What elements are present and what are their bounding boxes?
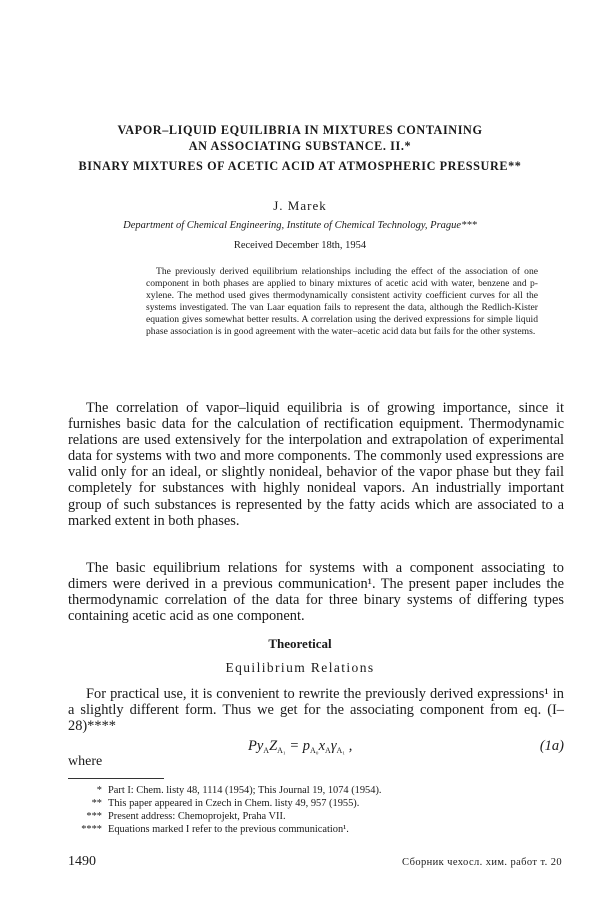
- body-paragraph-2: The basic equilibrium relations for systems with a component associating to dimers were derived in a previous communication¹. The present paper includes the thermodynamic correlation of the data for three binary systems of differing types containing acetic acid as one component.: [68, 560, 564, 625]
- eq-subscript: A₁: [277, 746, 286, 755]
- eq-term: Z: [269, 738, 278, 754]
- footnote-mark: *: [96, 785, 102, 796]
- footnote-text: Present address: Chemoprojekt, Praha VII.: [108, 811, 286, 822]
- footnote-mark: ***: [86, 811, 102, 822]
- eq-term: Py: [248, 738, 264, 754]
- eq-term: p: [302, 738, 311, 754]
- section-heading: Theoretical: [268, 636, 332, 651]
- footnote-mark: **: [91, 798, 102, 809]
- author-affiliation: Department of Chemical Engineering, Institute of Chemical Technology, Prague***: [123, 220, 477, 231]
- author-name: J. Marek: [273, 198, 327, 213]
- subsection-heading: Equilibrium Relations: [225, 660, 375, 675]
- eq-subscript: A: [325, 746, 331, 755]
- footnote-item: [68, 784, 564, 797]
- body-paragraph-1: The correlation of vapor–liquid equilibria is of growing importance, since it furnishes basic data for the calculation of rectification equipment. Thermodynamic relations are used extensively for the interpolation and extrapolation of experimental data for systems with two and more components. The commonly used expressions are valid only for an ideal, or slightly nonideal, behavior of the vapor phase but they fail completely for substances with highly nonideal vapors. An industrially important group of such substances is represented by the fatty acids which are associated to a marked extent in both phases.: [68, 400, 564, 529]
- equation-body: [248, 738, 352, 755]
- eq-term: x: [318, 738, 326, 754]
- footnote-text: Equations marked I refer to the previous communication¹.: [108, 824, 349, 835]
- eq-subscript: A₁: [336, 746, 346, 755]
- title-line-1: VAPOR–LIQUID EQUILIBRIA IN MIXTURES CONTAINING: [117, 123, 483, 137]
- title-line-3: BINARY MIXTURES OF ACETIC ACID AT ATMOSPHERIC PRESSURE**: [78, 159, 522, 173]
- title-line-2: AN ASSOCIATING SUBSTANCE. II.*: [188, 139, 412, 153]
- footnote-item: [68, 810, 564, 823]
- eq-punctuation: ,: [345, 738, 353, 754]
- where-label: where: [68, 754, 103, 769]
- footnote-divider: [68, 778, 164, 779]
- footnote-item: [68, 823, 564, 836]
- eq-subscript: A₀: [310, 746, 319, 755]
- footnote-text: Part I: Chem. listy 48, 1114 (1954); This Journal 19, 1074 (1954).: [108, 785, 382, 796]
- footnote-item: [68, 797, 564, 810]
- abstract: The previously derived equilibrium relationships including the effect of the association of one component in both phases are applied to binary mixtures of acetic acid with water, benzene and p-xylene. The method used gives thermodynamically consistent activity coefficient curves for all the systems investigated. The van Laar equation fails to represent the data, although the Redlich-Kister equation gives somewhat better results. A correlation using the derived expressions for simple liquid phase association is in good agreement with the water–acetic acid data but fails for the other systems.: [146, 266, 538, 337]
- equation-1a: [68, 738, 564, 756]
- footnotes: [68, 784, 564, 836]
- page-number: 1490: [68, 854, 96, 869]
- footnote-text: This paper appeared in Czech in Chem. listy 49, 957 (1955).: [108, 798, 360, 809]
- equation-number: (1a): [539, 738, 564, 754]
- body-paragraph-3: For practical use, it is convenient to rewrite the previously derived expressions¹ in a slightly different form. Thus we get for the associating component from eq. (I–28)****: [68, 686, 564, 735]
- eq-subscript: A: [263, 746, 270, 755]
- received-date: Received December 18th, 1954: [233, 240, 367, 251]
- footnote-mark: ****: [81, 824, 102, 835]
- eq-equals: =: [285, 738, 303, 754]
- eq-term: γ: [330, 738, 337, 754]
- journal-name: Сборник чехосл. хим. работ т. 20: [402, 857, 562, 868]
